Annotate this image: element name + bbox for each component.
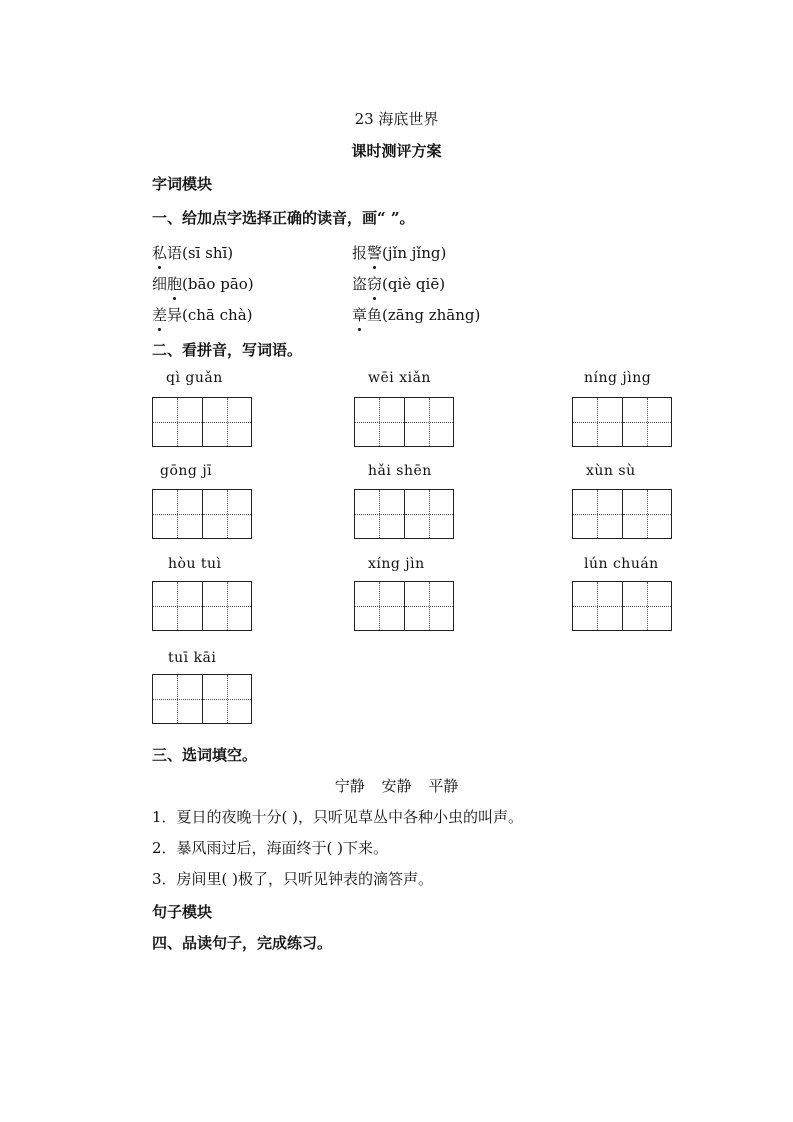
- dotted-char: 胞: [167, 275, 183, 293]
- q1-item-6: [352, 304, 480, 325]
- q1-item-pre: 细: [152, 275, 168, 293]
- fill-sentence-3: 3．房间里( )极了，只听见钟表的滴答声。: [152, 870, 434, 888]
- q1-item-text: (bāo pāo): [182, 275, 254, 293]
- writing-grid[interactable]: [354, 581, 454, 631]
- section-sentences-heading: 句子模块: [152, 903, 213, 921]
- dotted-char: 差: [152, 306, 168, 324]
- q1-item-pre: 盗: [352, 275, 368, 293]
- q1-item-text: 语(sī shī): [167, 244, 234, 262]
- q1-item-4: [352, 273, 445, 294]
- q1-item-2: [352, 242, 446, 263]
- writing-grid[interactable]: [572, 397, 672, 447]
- pinyin-label: xíng jìn: [368, 556, 425, 572]
- q1-item-5: [152, 304, 253, 325]
- question-1-heading: 一、给加点字选择正确的读音，画“ ”。: [152, 209, 415, 227]
- page-title: 23 海底世界: [354, 110, 439, 128]
- writing-grid[interactable]: [152, 489, 252, 539]
- section-words-heading: 字词模块: [152, 175, 213, 193]
- q1-item-text: (qiè qiē): [382, 275, 446, 293]
- pinyin-label: níng jìng: [584, 370, 652, 386]
- fill-sentence-2: 2．暴风雨过后，海面终于( )下来。: [152, 839, 389, 857]
- word-choices: 宁静 安静 平静: [334, 777, 459, 795]
- writing-grid[interactable]: [572, 489, 672, 539]
- page-subtitle: 课时测评方案: [351, 142, 442, 160]
- q1-item-3: [152, 273, 254, 294]
- question-3-heading: 三、选词填空。: [152, 746, 258, 764]
- pinyin-label: tuī kāi: [168, 650, 217, 666]
- pinyin-label: lún chuán: [584, 556, 659, 572]
- pinyin-label: hòu tuì: [168, 556, 222, 572]
- writing-grid[interactable]: [354, 489, 454, 539]
- dotted-char: 警: [367, 244, 383, 262]
- q1-item-text: (jǐn jǐng): [382, 244, 447, 262]
- writing-grid[interactable]: [354, 397, 454, 447]
- pinyin-label: xùn sù: [586, 463, 636, 479]
- pinyin-label: wēi xiǎn: [368, 370, 431, 386]
- q1-item-1: [152, 242, 233, 263]
- dotted-char: 私: [152, 244, 168, 262]
- dotted-char: 章: [352, 306, 368, 324]
- writing-grid[interactable]: [152, 581, 252, 631]
- pinyin-label: hǎi shēn: [368, 463, 432, 479]
- dotted-char: 窃: [367, 275, 383, 293]
- fill-sentence-1: 1．夏日的夜晚十分( )，只听见草丛中各种小虫的叫声。: [152, 808, 524, 826]
- pinyin-label: qì guǎn: [166, 370, 223, 386]
- question-4-heading: 四、品读句子，完成练习。: [152, 934, 333, 952]
- q1-item-text: 鱼(zāng zhāng): [367, 306, 481, 324]
- q1-item-pre: 报: [352, 244, 368, 262]
- pinyin-label: gōng jī: [160, 463, 213, 479]
- q1-item-text: 异(chā chà): [167, 306, 253, 324]
- writing-grid[interactable]: [152, 674, 252, 724]
- writing-grid[interactable]: [572, 581, 672, 631]
- question-2-heading: 二、看拼音，写词语。: [152, 341, 303, 359]
- writing-grid[interactable]: [152, 397, 252, 447]
